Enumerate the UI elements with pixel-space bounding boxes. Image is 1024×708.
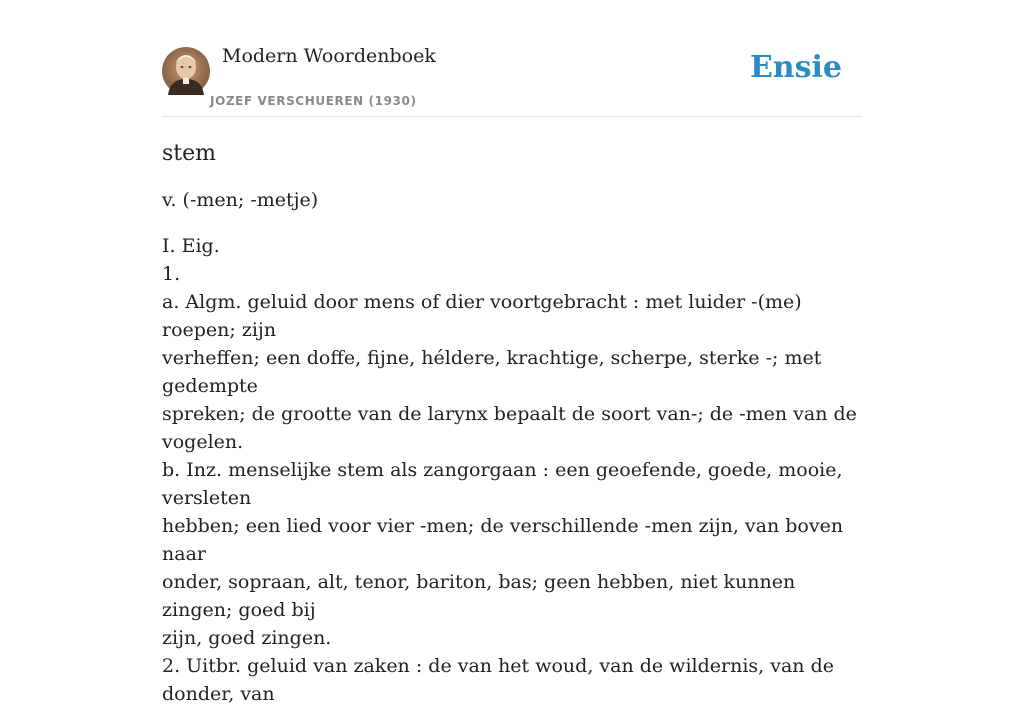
author-name: JOZEF VERSCHUEREN (1930) xyxy=(210,94,417,108)
definition-line: spreken; de grootte van de larynx bepaalt de soort van-; de -men van de vogelen. xyxy=(162,403,857,453)
portrait-icon xyxy=(162,47,210,95)
entry-content xyxy=(162,136,862,708)
entry-grammar: v. (-men; -metje) xyxy=(162,189,319,211)
definition-line: zijn, goed zingen. xyxy=(162,627,332,649)
definition-line: 1. xyxy=(162,263,181,285)
definition-line: verheffen; een doffe, fijne, héldere, krachtige, scherpe, sterke -; met gedempte xyxy=(162,347,822,397)
definition-line: 2. Uitbr. geluid van zaken : de van het woud, van de wildernis, van de donder, van xyxy=(162,655,834,705)
header xyxy=(162,0,862,117)
author-avatar[interactable] xyxy=(162,47,210,95)
entry-headword: stem xyxy=(162,141,217,166)
definition-line: onder, sopraan, alt, tenor, bariton, bas; geen hebben, niet kunnen zingen; goed bij xyxy=(162,571,796,621)
book-title[interactable]: Modern Woordenboek xyxy=(222,45,436,67)
definition-line: I. Eig. xyxy=(162,235,220,257)
entry-definition xyxy=(162,232,862,708)
definition-line: hebben; een lied voor vier -men; de verschillende -men zijn, van boven naar xyxy=(162,515,844,565)
definition-line: b. Inz. menselijke stem als zangorgaan : een geoefende, goede, mooie, versleten xyxy=(162,459,843,509)
definition-line: a. Algm. geluid door mens of dier voortgebracht : met luider -(me) roepen; zijn xyxy=(162,291,802,341)
brand-logo[interactable]: Ensie xyxy=(749,50,842,85)
